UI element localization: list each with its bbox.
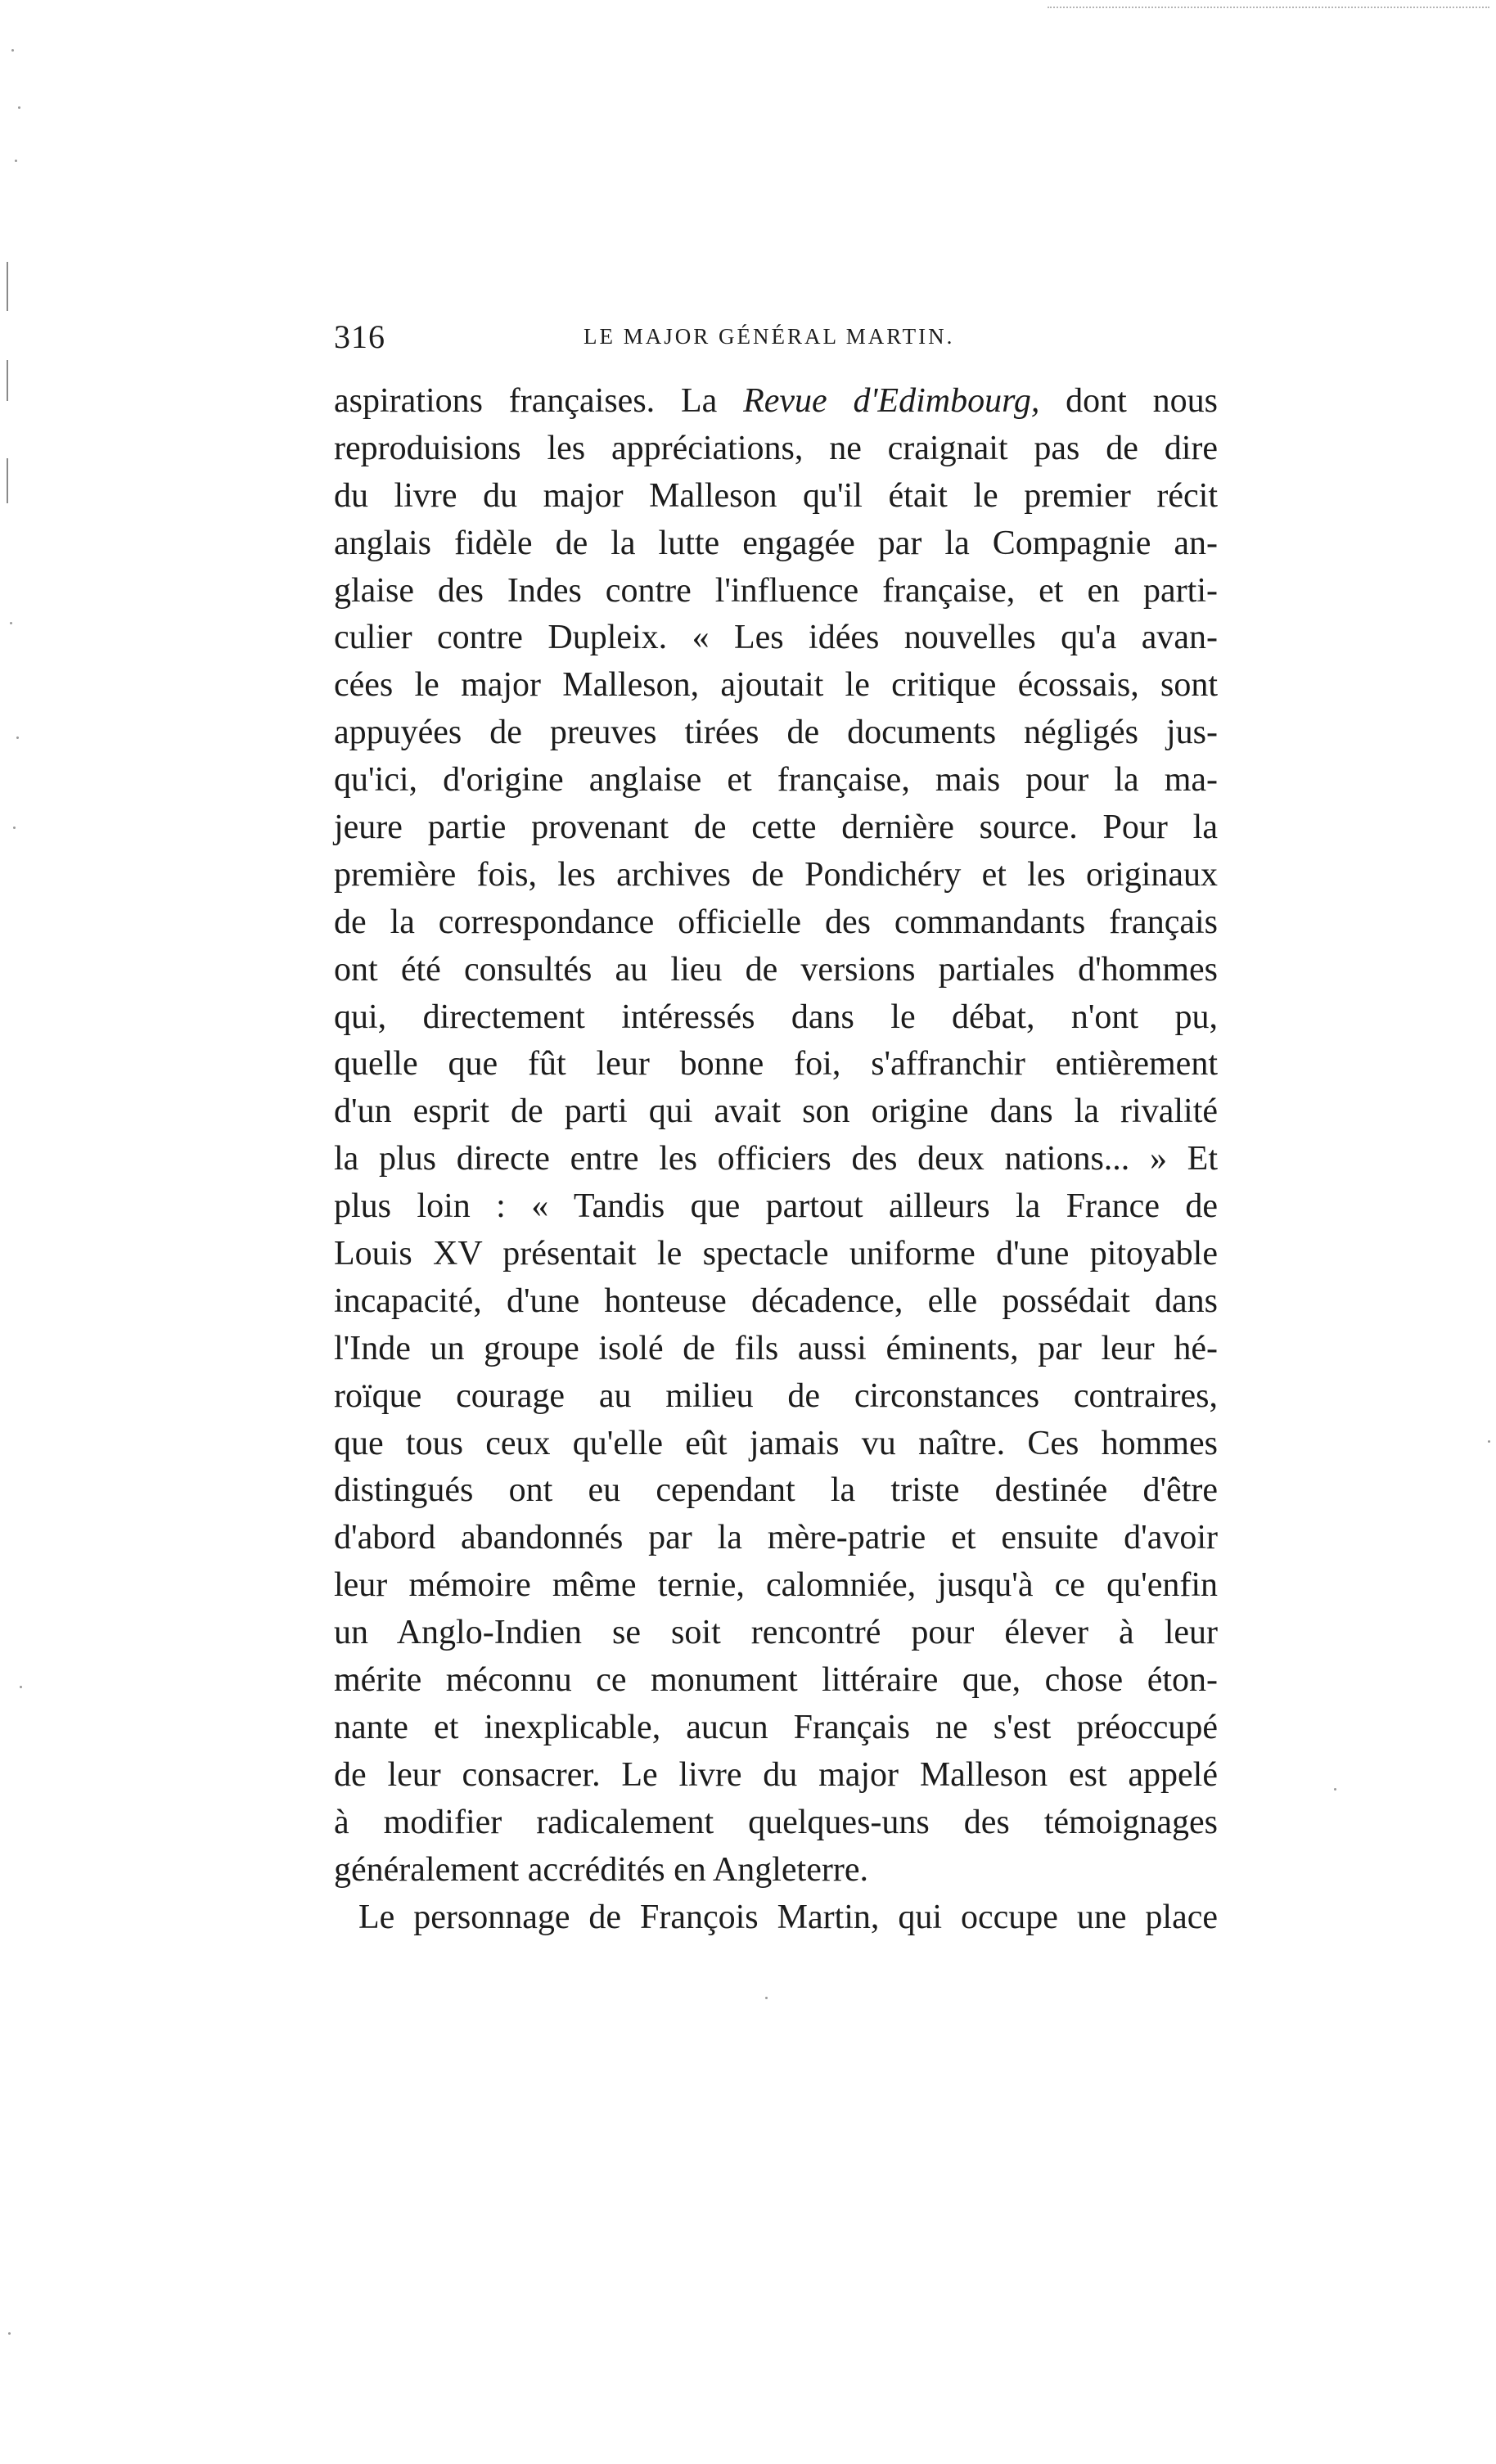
text-line-content: que tous ceux qu'elle eût jamais vu naître. Ces hommes: [334, 1424, 1218, 1462]
text-line-content: qu'ici, d'origine anglaise et française, mais pour la ma-: [334, 761, 1218, 800]
text-run: dont nous: [1039, 382, 1218, 420]
text-line: [334, 1894, 1218, 1942]
text-line: [334, 473, 1218, 520]
text-line-content: l'Inde un groupe isolé de fils aussi éminents, par leur hé-: [334, 1329, 1218, 1367]
text-line-content: un Anglo-Indien se soit rencontré pour élever à leur: [334, 1614, 1218, 1652]
text-line-content: généralement accrédités en Angleterre.: [334, 1850, 868, 1889]
text-line: [334, 1231, 1218, 1278]
scan-speck: [18, 106, 20, 109]
scan-edge-line: [7, 262, 8, 311]
text-line: [334, 1515, 1218, 1562]
text-line-content: glaise des Indes contre l'influence française, et en parti-: [334, 571, 1218, 610]
text-line: [334, 994, 1218, 1042]
text-line-content: anglais fidèle de la lutte engagée par la Compagnie an-: [334, 524, 1218, 562]
text-line: [334, 1847, 1218, 1894]
scan-speck: [15, 160, 17, 162]
text-line: [334, 1657, 1218, 1705]
text-line-content: quelle que fût leur bonne foi, s'affranchir entièrement: [334, 1045, 1218, 1083]
text-line: [334, 1421, 1218, 1468]
text-line-content: de leur consacrer. Le livre du major Malleson est appelé: [334, 1755, 1218, 1794]
text-line: [334, 1041, 1218, 1088]
text-line-content: qui, directement intéressés dans le débat, n'ont pu,: [334, 998, 1218, 1036]
text-line: [334, 709, 1218, 757]
text-line-content: [334, 378, 1218, 426]
scan-speck: [13, 827, 16, 829]
text-line: [334, 615, 1218, 662]
running-title: LE MAJOR GÉNÉRAL MARTIN.: [584, 324, 955, 349]
text-line-content: d'abord abandonnés par la mère-patrie et ensuite d'avoir: [334, 1519, 1218, 1557]
italic-title: Revue d'Edimbourg,: [743, 382, 1040, 420]
text-line-content: incapacité, d'une honteuse décadence, elle possédait dans: [334, 1282, 1218, 1320]
scan-speck: [10, 622, 12, 624]
text-line-content: reproduisions les appréciations, ne craignait pas de dire: [334, 429, 1218, 467]
text-line-content: ont été consultés au lieu de versions partiales d'hommes: [334, 950, 1218, 989]
text-line: [334, 1752, 1218, 1800]
text-line: [334, 520, 1218, 568]
scan-speck: [1334, 1788, 1336, 1791]
text-line: [334, 1373, 1218, 1421]
text-line: [334, 899, 1218, 947]
text-line: [334, 804, 1218, 852]
page-number: 316: [334, 318, 385, 355]
text-line: [334, 1467, 1218, 1515]
text-line: [334, 662, 1218, 709]
text-line: [334, 568, 1218, 615]
text-line: [334, 1800, 1218, 1847]
text-line-content: leur mémoire même ternie, calomniée, jusqu'à ce qu'enfin: [334, 1566, 1218, 1605]
page-header: [334, 318, 1218, 367]
text-line: [334, 1705, 1218, 1752]
text-line-content: jeure partie provenant de cette dernière source. Pour la: [334, 809, 1218, 847]
text-line: [334, 1610, 1218, 1657]
scan-speck: [765, 1997, 768, 1999]
scan-speck: [16, 736, 19, 739]
text-line-content: Louis XV présentait le spectacle uniforme d'une pitoyable: [334, 1235, 1218, 1273]
text-line-content: mérite méconnu ce monument littéraire que, chose éton-: [334, 1661, 1218, 1700]
text-line-content: appuyées de preuves tirées de documents négligés jus-: [334, 714, 1218, 752]
text-line-content: la plus directe entre les officiers des deux nations... » Et: [334, 1140, 1218, 1178]
text-line-content: de la correspondance officielle des commandants français: [334, 903, 1218, 941]
text-line-content: distingués ont eu cependant la triste destinée d'être: [334, 1471, 1218, 1510]
text-line: [334, 1088, 1218, 1136]
scan-speck: [11, 49, 14, 52]
scan-speck: [8, 2332, 11, 2335]
text-line-content: première fois, les archives de Pondichéry et les originaux: [334, 855, 1218, 894]
text-line-content: plus loin : « Tandis que partout ailleurs la France de: [334, 1187, 1218, 1226]
text-line: [334, 1562, 1218, 1610]
text-line: [334, 1183, 1218, 1231]
text-line: [334, 1136, 1218, 1183]
text-line-content: d'un esprit de parti qui avait son origine dans la rivalité: [334, 1092, 1218, 1131]
text-line: [334, 378, 1218, 426]
scan-edge-line: [7, 360, 8, 401]
text-line-content: Le personnage de François Martin, qui occupe une place: [358, 1898, 1218, 1936]
text-line-content: nante et inexplicable, aucun Français ne s'est préoccupé: [334, 1708, 1218, 1746]
text-line: [334, 757, 1218, 804]
text-line: [334, 1326, 1218, 1373]
text-line-content: du livre du major Malleson qu'il était le premier récit: [334, 476, 1218, 515]
scan-edge-line: [7, 458, 8, 503]
text-line-content: à modifier radicalement quelques-uns des témoignages: [334, 1803, 1218, 1841]
text-line: [334, 426, 1218, 473]
text-line: [334, 852, 1218, 899]
body-text: [334, 378, 1218, 1941]
scan-edge-dots-top: [1048, 7, 1489, 8]
text-run: aspirations françaises. La: [334, 382, 744, 420]
text-line: [334, 1278, 1218, 1326]
scan-speck: [20, 1686, 22, 1688]
text-line-content: culier contre Dupleix. « Les idées nouvelles qu'a avan-: [334, 619, 1218, 657]
text-line: [334, 947, 1218, 994]
text-line-content: cées le major Malleson, ajoutait le critique écossais, sont: [334, 666, 1218, 705]
text-line-content: roïque courage au milieu de circonstances contraires,: [334, 1376, 1218, 1415]
scan-speck: [1488, 1440, 1490, 1443]
